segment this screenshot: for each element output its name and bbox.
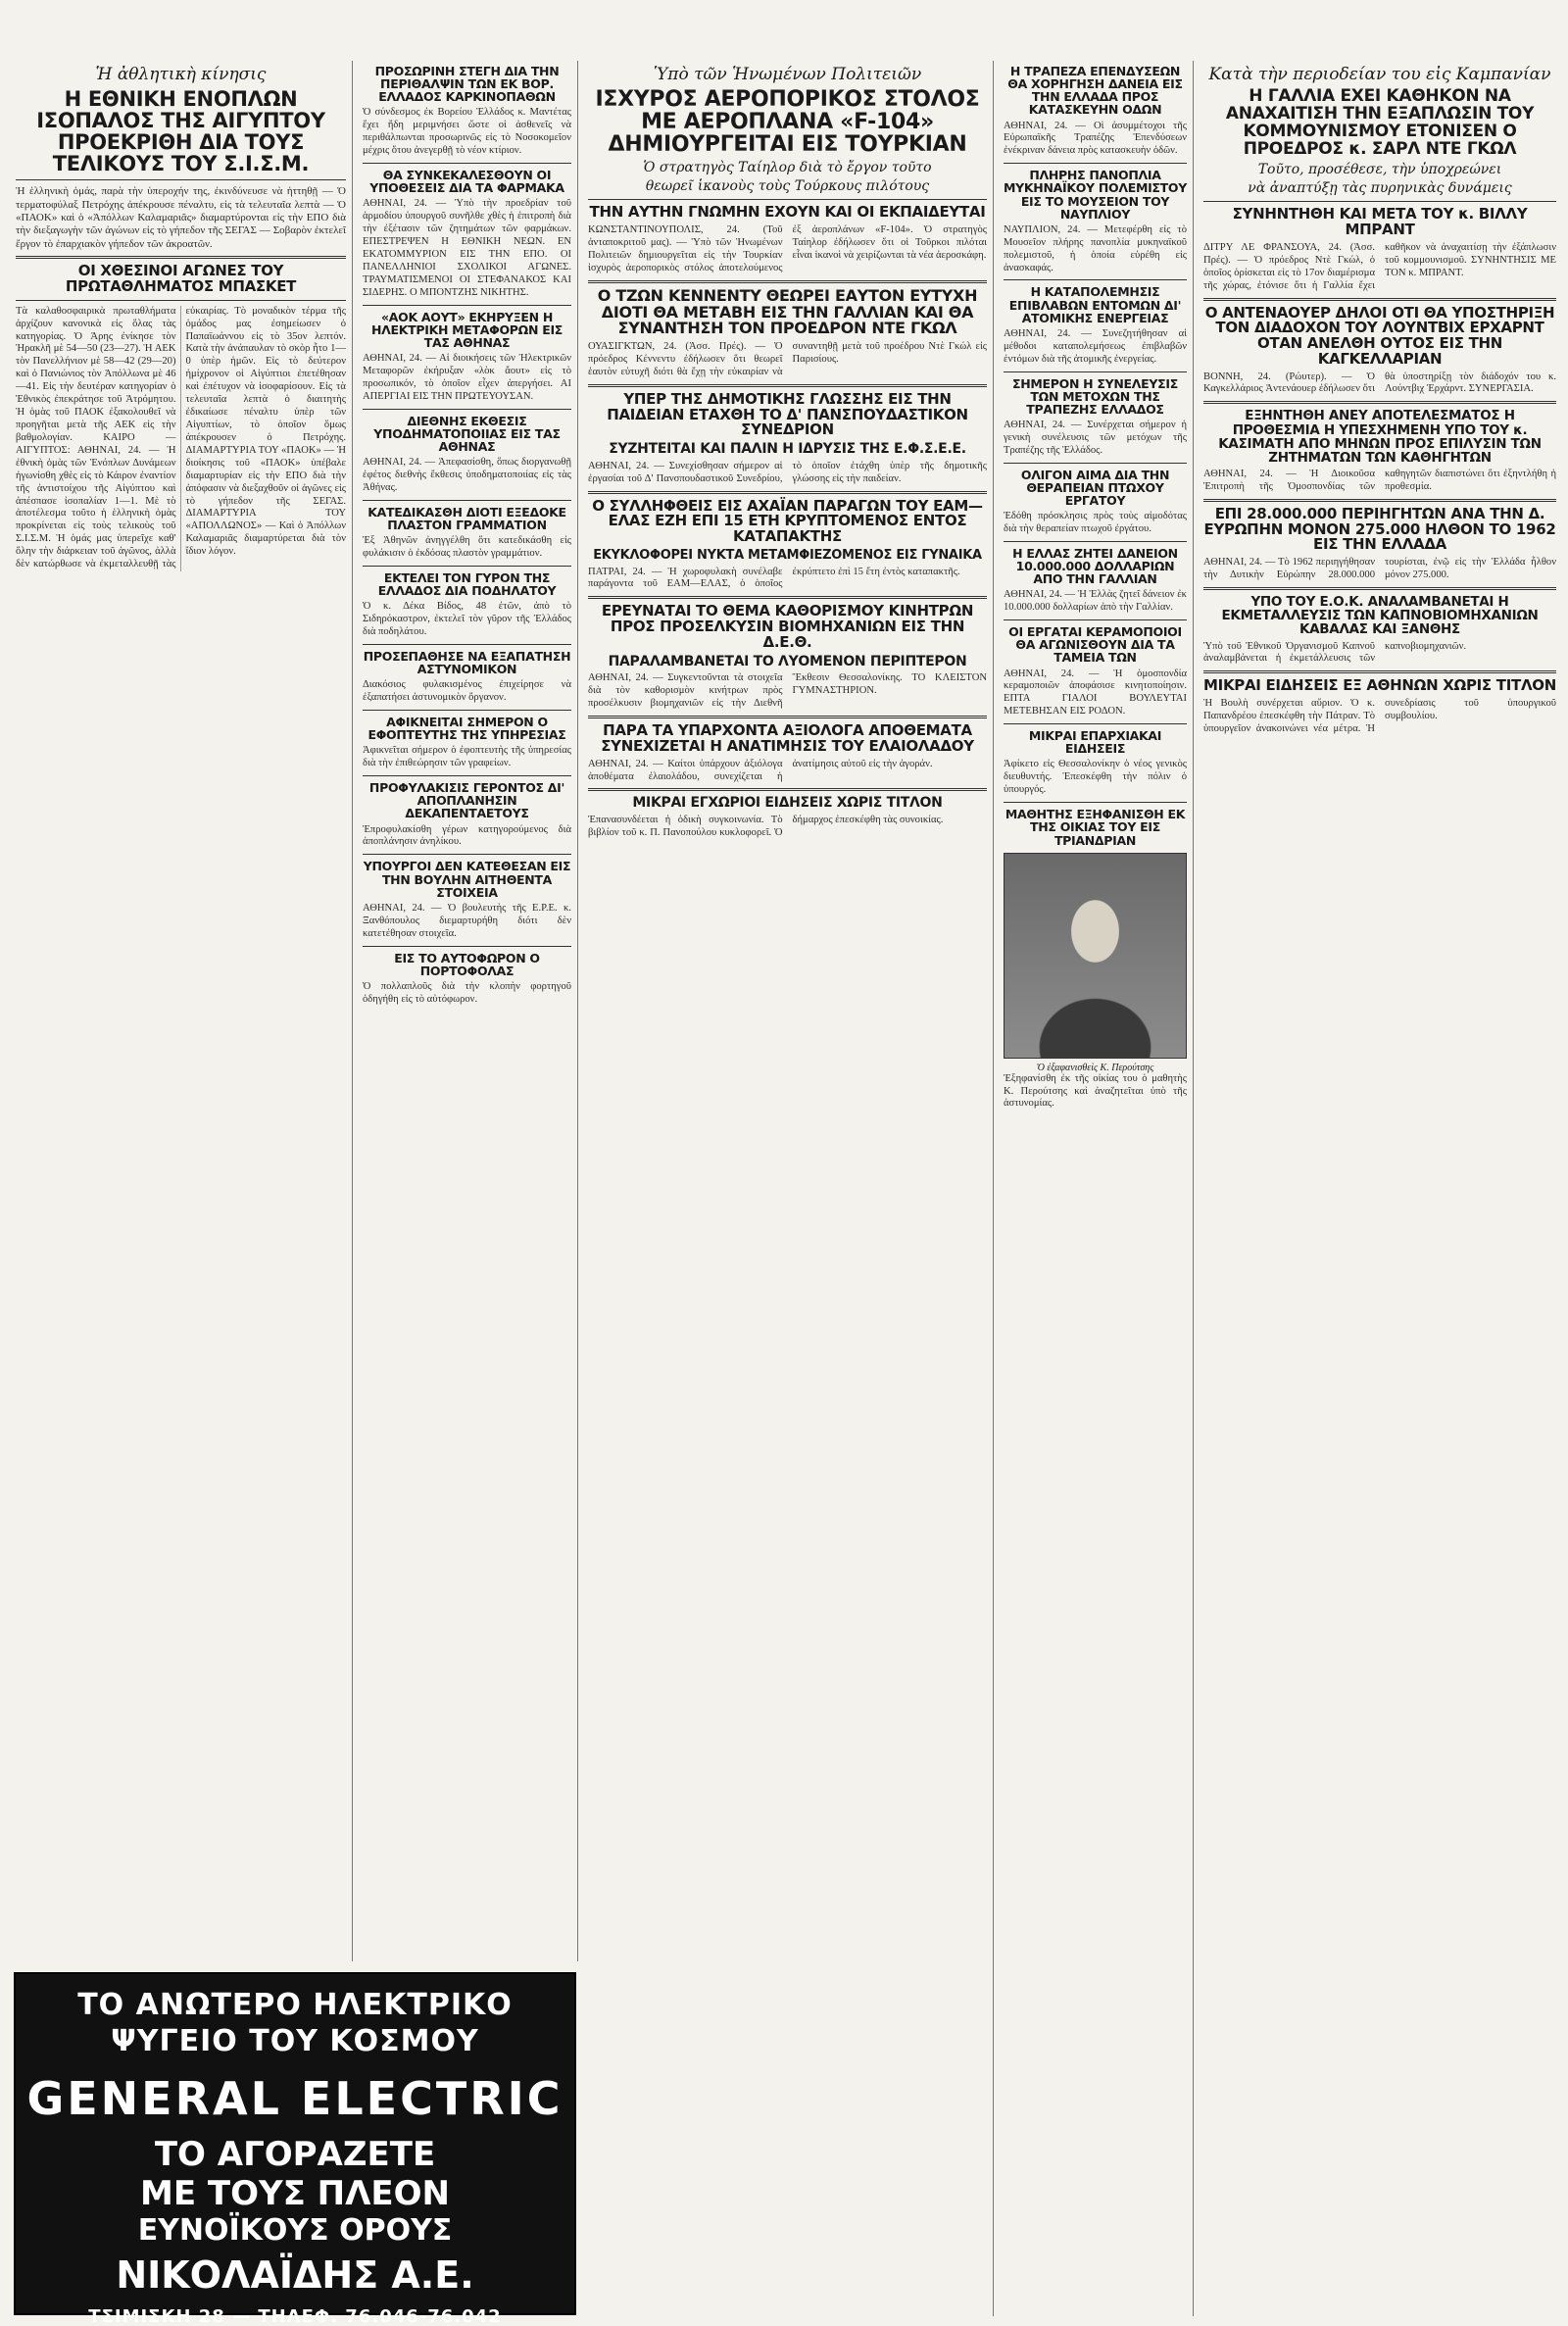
- headline-eam-arrest: Ο ΣΥΛΛΗΦΘΕΙΣ ΕΙΣ ΑΧΑΪΑΝ ΠΑΡΑΓΩΝ ΤΟΥ ΕΑΜ—ΕΛΑΣ ΕΖΗ ΕΠΙ 15 ΕΤΗ ΚΡΥΠΤΟΜΕΝΟΣ ΕΝΤΟΣ ΚΑΤΑΠΑΚΤΗΣ: [592, 496, 983, 546]
- divider: [363, 500, 571, 501]
- article-bank-meeting: ΑΘΗΝΑΙ, 24. — Συνέρχεται σήμερον ἡ γενικὴ συνέλευσις τῶν μετόχων τῆς Τραπέζης τῆς Ἑλλάδος.: [1004, 419, 1187, 456]
- subhead-taylor-2: θεωρεῖ ἱκανοὺς τοὺς Τούρκους πιλότους: [645, 178, 930, 195]
- headline-loan-france: Η ΕΛΛΑΣ ΖΗΤΕΙ ΔΑΝΕΙΟΝ 10.000.000 ΔΟΛΛΑΡΙΩΝ ΑΠΟ ΤΗΝ ΓΑΛΛΙΑΝ: [1012, 545, 1178, 587]
- article-incentives: ΑΘΗΝΑΙ, 24. — Συγκεντοῦνται τὰ στοιχεῖα διὰ τὸν καθορισμὸν κινήτρων πρὸς προσέλκυσιν βιομηχανιῶν εἰς τὴν Διεθνῆ Ἔκθεσιν Θεσσαλονίκης. ΤΟ ΚΛΕΙΣΤΟΝ ΓΥΜΝΑΣΤΗΡΙΟΝ.: [588, 672, 987, 710]
- headline-disguise: ΕΚΥΚΛΟΦΟΡΕΙ ΝΥΚΤΑ ΜΕΤΑΜΦΙΕΖΟΜΕΝΟΣ ΕΙΣ ΓΥΝΑΙΚΑ: [593, 547, 982, 563]
- divider: [1203, 670, 1556, 673]
- headline-cancer-shelter: ΠΡΟΣΩΡΙΝΗ ΣΤΕΓΗ ΔΙΑ ΤΗΝ ΠΕΡΙΘΑΛΨΙΝ ΤΩΝ ΕΚ ΒΟΡ. ΕΛΛΑΔΟΣ ΚΑΡΚΙΝΟΠΑΘΩΝ: [374, 64, 560, 105]
- article-kennedy: ΟΥΑΣΙΓΚΤΩΝ, 24. (Ἀσσ. Πρές). — Ὁ πρόεδρος Κέννεντυ ἐδήλωσεν ὅτι θεωρεῖ ἑαυτὸν εὐτυχῆ διότι θὰ ἔχῃ τὴν εὐκαιρίαν νὰ συναντηθῇ μετὰ τοῦ προέδρου Ντὲ Γκώλ εἰς Παρισίους.: [588, 341, 987, 377]
- article-elder-arrest: Ἐπροφυλακίσθη γέρων κατηγορούμενος διὰ ἀποπλάνησιν ἀνηλίκου.: [363, 823, 571, 848]
- divider: [588, 199, 987, 200]
- headline-flagrante: ΕΙΣ ΤΟ ΑΥΤΟΦΩΡΟΝ Ο ΠΟΡΤΟΦΟΛΑΣ: [394, 950, 540, 978]
- subhead-nuclear-2: νὰ ἀναπτύξῃ τὰς πυρηνικὰς δυνάμεις: [1248, 180, 1512, 197]
- article-forgery: Ἐξ Ἀθηνῶν ἀνηγγέλθη ὅτι κατεδικάσθη εἰς φυλάκισιν ὁ ἐκδόσας πλαστὸν γραμμάτιον.: [363, 535, 571, 560]
- article-olive-oil: ΑΘΗΝΑΙ, 24. — Καίτοι ὑπάρχουν ἀξιόλογα ἀποθέματα ἐλαιολάδου, συνεχίζεται ἡ ἀνατίμησις αὐτοῦ εἰς τὴν ἀγοράν.: [588, 758, 933, 782]
- kicker-sports: Ἡ ἀθλητικὴ κίνησις: [95, 65, 267, 84]
- headline-ceramics: ΟΙ ΕΡΓΑΤΑΙ ΚΕΡΑΜΟΠΟΙΟΙ ΘΑ ΑΓΩΝΙΣΘΟΥΝ ΔΙΑ ΤΑ ΤΑΜΕΙΑ ΤΩΝ: [1008, 624, 1182, 666]
- headline-olive-oil: ΠΑΡΑ ΤΑ ΥΠΑΡΧΟΝΤΑ ΑΞΙΟΛΟΓΑ ΑΠΟΘΕΜΑΤΑ ΣΥΝΕΧΙΖΕΤΑΙ Η ΑΝΑΤΙΜΗΣΙΣ ΤΟΥ ΕΛΑΙΟΛΑΔΟΥ: [601, 721, 974, 755]
- divider: [1004, 802, 1187, 803]
- headline-bank-meeting: ΣΗΜΕΡΟΝ Η ΣΥΝΕΛΕΥΣΙΣ ΤΩΝ ΜΕΤΟΧΩΝ ΤΗΣ ΤΡΑΠΕΖΗΣ ΕΛΛΑΔΟΣ: [1012, 375, 1178, 417]
- student-photo: [1004, 853, 1187, 1059]
- divider: [16, 256, 346, 259]
- article-athens-briefs: Ἡ Βουλὴ συνέρχεται αὔριον. Ὁ κ. Παπανδρέου ἐπεσκέφθη τὴν Πάτραν. Τὸ ὑπουργεῖον ἀνακοινώνει νέα μέτρα. Ἡ συνεδρίασις τοῦ ὑπουργικοῦ συμβουλίου.: [1203, 698, 1556, 734]
- divider: [1004, 371, 1187, 372]
- headline-kennedy: Ο ΤΖΩΝ ΚΕΝΝΕΝΤΥ ΘΕΩΡΕΙ ΕΑΥΤΟΝ ΕΥΤΥΧΗ ΔΙΟΤΙ ΘΑ ΜΕΤΑΒΗ ΕΙΣ ΤΗΝ ΓΑΛΛΙΑΝ ΚΑΙ ΘΑ ΣΥΝΑΝΤΗΣΗ ΤΟΝ ΠΡΟΕΔΡΟΝ ΝΤΕ ΓΚΩΛ: [597, 285, 978, 338]
- headline-teachers: ΕΞΗΝΤΗΘΗ ΑΝΕΥ ΑΠΟΤΕΛΕΣΜΑΤΟΣ Η ΠΡΟΘΕΣΜΙΑ Η ΥΠΕΣΧΗΜΕΝΗ ΥΠΟ ΤΟΥ κ. ΚΑΣΙΜΑΤΗ ΑΠΟ ΜΗΝΩΝ ΠΡΟΣ ΕΠΙΛΥΣΙΝ ΤΩΝ ΖΗΤΗΜΑΤΩΝ ΤΩΝ ΚΑΘΗΓΗΤΩΝ: [1218, 408, 1542, 466]
- headline-missing-student: ΜΑΘΗΤΗΣ ΕΞΗΦΑΝΙΣΘΗ ΕΚ ΤΗΣ ΟΙΚΙΑΣ ΤΟΥ ΕΙΣ ΤΡΙΑΝΔΡΙΑΝ: [1004, 807, 1186, 848]
- article-insects: ΑΘΗΝΑΙ, 24. — Συνεζητήθησαν αἱ μέθοδοι καταπολεμήσεως ἐπιβλαβῶν ἐντόμων διὰ τῆς ἀτομικῆς ἐνεργείας.: [1004, 327, 1187, 365]
- divider: [16, 179, 346, 180]
- headline-pharma: ΘΑ ΣΥΝΚΕΚΑΛΕΣΘΟΥΝ ΟΙ ΥΠΟΘΕΣΕΙΣ ΔΙΑ ΤΑ ΦΑΡΜΑΚΑ: [369, 168, 564, 196]
- column-main: [582, 61, 994, 2316]
- ad-line: ΤΟ ΑΓΟΡΑΖΕΤΕ: [154, 2135, 436, 2174]
- ad-brand-logo: GENERAL ELECTRIC: [26, 2072, 564, 2125]
- headline-tourists: ΕΠΙ 28.000.000 ΠΕΡΙΗΓΗΤΩΝ ΑΝΑ ΤΗΝ Δ. ΕΥΡΩΠΗΝ ΜΟΝΟΝ 275.000 ΗΛΘΟΝ ΤΟ 1962 ΕΙΣ ΤΗΝ ΕΛΛΑΔΑ: [1203, 504, 1556, 554]
- divider: [588, 788, 987, 791]
- ad-address: ΤΣΙΜΙΣΚΗ 28 — ΤΗΛΕΦ. 76.046-76.042: [88, 2306, 502, 2326]
- article-tourists: ΑΘΗΝΑΙ, 24. — Τὸ 1962 περιηγήθησαν τὴν Δυτικὴν Εὐρώπην 28.000.000 τουρίσται, ἐνῷ εἰς τὴν Ἑλλάδα ἦλθον μόνον 275.000.: [1203, 557, 1556, 581]
- article-missing-student: Ἐξηφανίσθη ἐκ τῆς οἰκίας του ὁ μαθητὴς Κ. Περούτσης καὶ ἀναζητεῖται ὑπὸ τῆς ἀστυνομίας.: [1004, 1072, 1187, 1110]
- divider: [1203, 201, 1556, 202]
- headline-athens-briefs: ΜΙΚΡΑΙ ΕΙΔΗΣΕΙΣ ΕΞ ΑΘΗΝΩΝ ΧΩΡΙΣ ΤΙΤΛΟΝ: [1203, 676, 1556, 695]
- article-pharma: ΑΘΗΝΑΙ, 24. — Ὑπὸ τὴν προεδρίαν τοῦ ἁρμοδίου ὑπουργοῦ συνῆλθε χθὲς ἡ ἐπιτροπὴ διὰ τὴν ἐξέτασιν τῶν ζητημάτων τῶν φαρμάκων. ΕΠΕΣΤΡΕΨΕΝ Η ΕΘΝΙΚΗ ΝΕΩΝ. ΕΝ ΕΚΑΤΟΜΜΥΡΙΟΝ ΕΙΣ ΤΗΝ ΕΠΟ. ΟΙ ΠΑΝΕΛΛΗΝΙΟΙ ΣΧΟΛΙΚΟΙ ΑΓΩΝΕΣ. ΤΡΑΥΜΑΤΙΣΜΕΝΟΙ ΟΙ ΣΤΕΦΑΝΑΚΟΣ ΚΑΙ ΣΙΔΕΡΗΣ. Ο ΜΠΟΝΤΖΗΣ ΝΙΚΗΤΗΣ.: [363, 198, 571, 298]
- divider: [16, 300, 346, 301]
- headline-brandt: ΣΥΝΗΝΤΗΘΗ ΚΑΙ ΜΕΤΑ ΤΟΥ κ. ΒΙΛΛΥ ΜΠΡΑΝΤ: [1232, 205, 1528, 239]
- headline-elder-arrest: ΠΡΟΦΥΛΑΚΙΣΙΣ ΓΕΡΟΝΤΟΣ ΔΙ' ΑΠΟΠΛΑΝΗΣΙΝ ΔΕΚΑΠΕΝΤΑΕΤΟΥΣ: [368, 780, 565, 821]
- lead-sports: Ἡ ἑλληνικὴ ὁμάς, παρὰ τὴν ὑπεροχήν της, ἐκινδύνευσε νὰ ἡττηθῇ — Ὁ τερματοφύλαξ Πετρόχης ἀπέκρουσε πέναλτυ, εἰς τὰ τελευταῖα λεπτὰ — Ὁ «ΠΑΟΚ» καὶ ὁ «Ἀπόλλων Καλαμαριᾶς» διαμαρτύρονται εἰς τὴν ΕΠΟ διὰ τὴν διεξαγωγὴν τῶν ἀγώνων εἰς τὸ γήπεδον τῆς ΣΕΓΑΣ — Σοβαρὸν ἐκτελεῖ ἔργον τὸ ἐπαρχιακὸν γήπεδον τῶν ἀκροατῶν.: [16, 185, 346, 250]
- article-police-fraud: Διακόσιος φυλακισμένος ἐπιχείρησε νὰ ἐξαπατήσει ἀστυνομικὸν ὄργανον.: [363, 679, 571, 704]
- headline-air-fleet: ΙΣΧΥΡΟΣ ΑΕΡΟΠΟΡΙΚΟΣ ΣΤΟΛΟΣ ΜΕ ΑΕΡΟΠΛΑΝΑ «F-104» ΔΗΜΙΟΥΡΓΕΙΤΑΙ ΕΙΣ ΤΟΥΡΚΙΑΝ: [595, 87, 980, 158]
- article-eam-arrest: ΠΑΤΡΑΙ, 24. — Ἡ χωροφυλακὴ συνέλαβε παράγοντα τοῦ ΕΑΜ—ΕΛΑΣ, ὁ ὁποῖος ἐκρύπτετο ἐπὶ 15 ἔτη ἐντὸς καταπακτῆς.: [588, 566, 960, 590]
- headline-efsee: ΣΥΖΗΤΕΙΤΑΙ ΚΑΙ ΠΑΛΙΝ Η ΙΔΡΥΣΙΣ ΤΗΣ Ε.Φ.Σ.Ε.Ε.: [609, 441, 966, 458]
- divider: [1203, 499, 1556, 502]
- divider: [363, 946, 571, 947]
- headline-investment-bank: Η ΤΡΑΠΕΖΑ ΕΠΕΝΔΥΣΕΩΝ ΘΑ ΧΟΡΗΓΗΣΗ ΔΑΝΕΙΑ ΕΙΣ ΤΗΝ ΕΛΛΑΔΑ ΠΡΟΣ ΚΑΤΑΣΚΕΥΗΝ ΟΔΩΝ: [1007, 64, 1183, 118]
- divider: [588, 596, 987, 599]
- divider: [363, 305, 571, 306]
- headline-adenauer: Ο ΑΝΤΕΝΑΟΥΕΡ ΔΗΛΟΙ ΟΤΙ ΘΑ ΥΠΟΣΤΗΡΙΞΗ ΤΟΝ ΔΙΑΔΟΧΟΝ ΤΟΥ ΛΟΥΝΤΒΙΧ ΕΡΧΑΡΝΤ ΟΤΑΝ ΑΝΕΛΘΗ ΟΥΤΟΣ ΕΙΣ ΤΗΝ ΚΑΓΚΕΛΛΑΡΙΑΝ: [1204, 303, 1555, 368]
- headline-degaulle: Η ΓΑΛΛΙΑ ΕΧΕΙ ΚΑΘΗΚΟΝ ΝΑ ΑΝΑΧΑΙΤΙΣΗ ΤΗΝ ΕΞΑΠΛΩΣΙΝ ΤΟΥ ΚΟΜΜΟΥΝΙΣΜΟΥ ΕΤΟΝΙΣΕΝ Ο ΠΡΟΕΔΡΟΣ κ. ΣΑΡΛ ΝΤΕ ΓΚΩΛ: [1225, 86, 1535, 159]
- divider: [363, 775, 571, 776]
- article-demotic: ΑΘΗΝΑΙ, 24. — Συνεχίσθησαν σήμερον αἱ ἐργασίαι τοῦ Δ' Πανσπουδαστικοῦ Συνεδρίου, τὸ ὁποῖον ἐτάχθη ὑπὲρ τῆς δημοτικῆς γλώσσης εἰς τὴν παιδείαν.: [588, 460, 987, 484]
- headline-sports: Η ΕΘΝΙΚΗ ΕΝΟΠΛΩΝ ΙΣΟΠΑΛΟΣ ΤΗΣ ΑΙΓΥΠΤΟΥ ΠΡΟΕΚΡΙΘΗ ΔΙΑ ΤΟΥΣ ΤΕΛΙΚΟΥΣ ΤΟΥ Σ.Ι.Σ.Μ.: [36, 87, 325, 176]
- column-foreign: [1198, 61, 1562, 2316]
- subhead-nuclear-1: Τοῦτο, προσέθεσε, τὴν ὑποχρεώνει: [1257, 162, 1502, 178]
- article-inspector: Ἀφικνεῖται σήμερον ὁ ἐφοπτευτὴς τῆς ὑπηρεσίας διὰ τὴν ἐπιθεώρησιν τῶν γραφείων.: [363, 745, 571, 769]
- article-ministers: ΑΘΗΝΑΙ, 24. — Ὁ βουλευτὴς τῆς Ε.Ρ.Ε. κ. Ξανθόπουλος διεμαρτυρήθη διότι δὲν κατετέθησαν στοιχεῖα.: [363, 902, 571, 939]
- divider: [1004, 279, 1187, 280]
- headline-basketball: ΟΙ ΧΘΕΣΙΝΟΙ ΑΓΩΝΕΣ ΤΟΥ ΠΡΩΤΑΘΛΗΜΑΤΟΣ ΜΠΑΣΚΕΤ: [65, 262, 297, 295]
- ad-dealer: ΝΙΚΟΛΑΪΔΗΣ Α.Ε.: [116, 2253, 474, 2297]
- headline-pavilion: ΠΑΡΑΛΑΜΒΑΝΕΤΑΙ ΤΟ ΛΥΟΜΕΝΟΝ ΠΕΡΙΠΤΕΡΟΝ: [608, 653, 967, 669]
- divider: [1004, 541, 1187, 542]
- article-armor: ΝΑΥΠΛΙΟΝ, 24. — Μετεφέρθη εἰς τὸ Μουσεῖον πλήρης πανοπλία μυκηναϊκοῦ πολεμιστοῦ, ἡ ὁποία εὑρέθη εἰς ἀνασκαφάς.: [1004, 223, 1187, 273]
- headline-instructors: ΤΗΝ ΑΥΤΗΝ ΓΝΩΜΗΝ ΕΧΟΥΝ ΚΑΙ ΟΙ ΕΚΠΑΙΔΕΥΤΑΙ: [589, 203, 986, 222]
- headline-police-fraud: ΠΡΟΣΕΠΑΘΗΣΕ ΝΑ ΕΞΑΠΑΤΗΣΗ ΑΣΤΥΝΟΜΙΚΟΝ: [363, 649, 571, 677]
- headline-ministers: ΥΠΟΥΡΓΟΙ ΔΕΝ ΚΑΤΕΘΕΣΑΝ ΕΙΣ ΤΗΝ ΒΟΥΛΗΝ ΑΙΤΗΘΕΝΤΑ ΣΤΟΙΧΕΙΑ: [363, 859, 571, 900]
- ad-line: ΤΟ ΑΝΩΤΕΡΟ ΗΛΕΚΤΡΙΚΟ: [77, 1988, 513, 2022]
- headline-bicycle-tour: ΕΚΤΕΛΕΙ ΤΟΝ ΓΥΡΟΝ ΤΗΣ ΕΛΛΑΔΟΣ ΔΙΑ ΠΟΔΗΛΑΤΟΥ: [377, 569, 557, 599]
- divider: [1203, 298, 1556, 301]
- headline-shoe-expo: ΔΙΕΘΝΗΣ ΕΚΘΕΣΙΣ ΥΠΟΔΗΜΑΤΟΠΟΙΙΑΣ ΕΙΣ ΤΑΣ ΑΘΗΝΑΣ: [373, 413, 561, 454]
- headline-tobacco: ΥΠΟ ΤΟΥ Ε.Ο.Κ. ΑΝΑΛΑΜΒΑΝΕΤΑΙ Η ΕΚΜΕΤΑΛΛΕΥΣΙΣ ΤΩΝ ΚΑΠΝΟΒΙΟΜΗΧΑΝΙΩΝ ΚΑΒΑΛΑΣ ΚΑΙ ΞΑΝΘΗΣ: [1221, 594, 1539, 638]
- article-cancer-shelter: Ὁ σύνδεσμος ἐκ Βορείου Ἑλλάδος κ. Μαντέτας ἔχει ἤδη μεριμνήσει ὥστε οἱ ἀσθενεῖς νὰ περιθάλπωνται προσωρινῶς εἰς τὸ Νοσοκομεῖον μέχρις ὅτου ἀνεγερθῇ τὸ νέον κτίριον.: [363, 107, 571, 157]
- headline-forgery: ΚΑΤΕΔΙΚΑΣΘΗ ΔΙΟΤΙ ΕΞΕΔΟΚΕ ΠΛΑΣΤΟΝ ΓΡΑΜΜΑΤΙΟΝ: [368, 504, 566, 533]
- divider: [588, 716, 987, 718]
- divider: [363, 409, 571, 410]
- article-local-briefs: Ἐπανασυνδέεται ἡ ὁδικὴ συγκοινωνία. Τὸ βιβλίον τοῦ κ. Π. Πανοπούλου κυκλοφορεῖ. Ὁ δήμαρχος ἐπεσκέφθη τὰς συνοικίας.: [588, 815, 944, 839]
- headline-local-briefs: ΜΙΚΡΑΙ ΕΓΧΩΡΙΟΙ ΕΙΔΗΣΕΙΣ ΧΩΡΙΣ ΤΙΤΛΟΝ: [632, 795, 943, 812]
- article-teachers: ΑΘΗΝΑΙ, 24. — Ἡ Διοικοῦσα Ἐπιτροπὴ τῆς Ὁμοσπονδίας τῶν καθηγητῶν διαπιστώνει ὅτι ἐξηντλήθη ἡ προθεσμία.: [1203, 469, 1556, 493]
- divider: [1004, 723, 1187, 724]
- divider: [588, 280, 987, 283]
- column-news: [998, 61, 1194, 2316]
- article-flagrante: Ὁ πολλαπλοῦς διὰ τὴν κλοπὴν φορτηγοῦ ὁδηγήθη εἰς τὸ αὐτόφωρον.: [363, 980, 571, 1005]
- divider: [1004, 163, 1187, 164]
- headline-inspector: ΑΦΙΚΝΕΙΤΑΙ ΣΗΜΕΡΟΝ Ο ΕΦΟΠΤΕΥΤΗΣ ΤΗΣ ΥΠΗΡΕΣΙΑΣ: [368, 715, 566, 743]
- divider: [1203, 587, 1556, 590]
- article-air-fleet: ΚΩΝΣΤΑΝΤΙΝΟΥΠΟΛΙΣ, 24. (Τοῦ ἀνταποκριτοῦ μας). — Ὑπὸ τῶν Ἡνωμένων Πολιτειῶν δημιουργεῖται εἰς τὴν Τουρκίαν ἰσχυρὸς ἀεροπορικὸς στόλος ἀποτελούμενος ἐξ ἀεροπλάνων «F-104». Ὁ στρατηγὸς Ταίηλορ ἐδήλωσεν ὅτι οἱ Τοῦρκοι πιλόται εἶναι ἱκανοὶ νὰ χειρίζωνται τὰ νέα ἀεροσκάφη.: [588, 224, 987, 273]
- headline-provincial: ΜΙΚΡΑΙ ΕΠΑΡΧΙΑΚΑΙ ΕΙΔΗΣΕΙΣ: [1028, 728, 1162, 757]
- divider: [588, 384, 987, 387]
- ad-line: ΨΥΓΕΙΟ ΤΟΥ ΚΟΣΜΟΥ: [111, 2024, 479, 2058]
- headline-insects: Η ΚΑΤΑΠΟΛΕΜΗΣΙΣ ΕΠΙΒΛΑΒΩΝ ΕΝΤΟΜΩΝ ΔΙ' ΑΤΟΜΙΚΗΣ ΕΝΕΡΓΕΙΑΣ: [1008, 284, 1182, 325]
- article-ceramics: ΑΘΗΝΑΙ, 24. — Ἡ ὁμοσπονδία κεραμοποιῶν ἀποφάσισε κινητοποίησιν. ΕΠΤΑ ΓΙΑΛΟΙ ΒΟΥΛΕΥΤΑΙ ΜΕΤΕΒΗΣΑΝ ΕΙΣ ΡΟΔΟΝ.: [1004, 668, 1187, 718]
- article-basketball: Τὰ καλαθοσφαιρικὰ πρωταθλήματα ἀρχίζουν κανονικὰ εἰς ὅλας τὰς κατηγορίας. Ὁ Ἀρης ἐνίκησε τὸν Ἠρακλῆ μὲ 54—50 (23—27). Ἡ ΑΕΚ τὸν Πανελλήνιον μὲ 58—42 (29—20) καὶ ὁ Πανιώνιος τὸν Ἀπόλλωνα μὲ 46—41. Εἰς τὴν δευτέραν κατηγορίαν ὁ Ἐθνικὸς ἐπεκράτησε τοῦ Ἀτρόμητου. Ἡ ὁμὰς τοῦ ΠΑΟΚ ἐξακολουθεῖ νὰ προηγῆται μετὰ τῆς ΑΕΚ εἰς τὴν βαθμολογίαν. ΚΑΙΡΟ — ΑΙΓΥΠΤΟΣ: ΑΘΗΝΑΙ, 24. — Ἡ ἐθνικὴ ὁμὰς τῶν Ἐνόπλων Δυνάμεων ἠγωνίσθη χθὲς εἰς τὸ Κάιρον ἐναντίον τῆς ἀντιστοίχου τῆς Αἰγύπτου καὶ ἀπέσπασε ἰσοπαλίαν 1—1. Μὲ τὸ ἀποτέλεσμα τοῦτο ἡ ἑλληνικὴ ὁμὰς προκρίνεται εἰς τοὺς τελικοὺς τοῦ Σ.Ι.Σ.Μ. Ἡ ὁμάς μας ὑπερεῖχε καθ' ὅλην τὴν διάρκειαν τοῦ ἀγῶνος, ἀλλὰ δὲν κατώρθωσε νὰ ἐκμεταλλευθῇ τὰς εὐκαιρίας. Τὸ μοναδικὸν τέρμα τῆς ὁμάδος μας ἐσημείωσεν ὁ Παπαϊωάννου εἰς τὸ 35ον λεπτόν. Κατὰ τὴν ἀνάπαυλαν τὸ σκὸρ ἦτο 1—0 ὑπὲρ ἡμῶν. Εἰς τὸ δεύτερον ἡμίχρονον οἱ Αἰγύπτιοι ἐπετέθησαν καὶ ἐπέτυχον νὰ ἰσοφαρίσουν. Εἰς τὰ τελευταῖα λεπτὰ ὁ διαιτητὴς ἐδικαίωσε πέναλτυ ὑπὲρ τῶν Αἰγυπτίων, τὸ ὁποῖον ὅμως ἀπέκρουσεν ὁ Πετρόχης. ΔΙΑΜΑΡΤΥΡΙΑ ΤΟΥ «ΠΑΟΚ» — Ἡ διοίκησις τοῦ «ΠΑΟΚ» ὑπέβαλε διαμαρτυρίαν εἰς τὴν ΕΠΟ διὰ τὴν ἀπόφασιν νὰ διεξαχθοῦν οἱ ἀγῶνες εἰς τὸ γήπεδον τῆς ΣΕΓΑΣ. ΔΙΑΜΑΡΤΥΡΙΑ ΤΟΥ «ΑΠΟΛΛΩΝΟΣ» — Καὶ ὁ Ἀπόλλων Καλαμαριᾶς διαμαρτύρεται διὰ τὸν ἴδιον λόγον.: [16, 305, 346, 570]
- article-bicycle-tour: Ὁ κ. Δέκα Βίδος, 48 ἐτῶν, ἀπὸ τὸ Σιδηρόκαστρον, ἐκτελεῖ τὸν γῦρον τῆς Ἑλλάδος διὰ ποδηλάτου.: [363, 601, 571, 638]
- article-degaulle: ΔΙΤΡΥ ΛΕ ΦΡΑΝΣΟΥΑ, 24. (Ἀσσ. Πρές). — Ὁ πρόεδρος Ντὲ Γκώλ, ὁ ὁποῖος ὁρίσκεται εἰς τὸ 17ον διαμέρισμα τῆς χώρας, ἐτόνισε ὅτι ἡ Γαλλία ἔχει καθῆκον νὰ ἀναχαιτίσῃ τὴν ἐξάπλωσιν τοῦ κομμουνισμοῦ. ΣΥΝΗΝΤΗΣΙΣ ΜΕ ΤΟΝ κ. ΜΠΡΑΝΤ.: [1203, 241, 1556, 291]
- ad-line: ΜΕ ΤΟΥΣ ΠΛΕΟΝ: [139, 2174, 451, 2213]
- divider: [363, 566, 571, 567]
- article-shoe-expo: ΑΘΗΝΑΙ, 24. — Ἀπεφασίσθη, ὅπως διοργανωθῇ ἐφέτος διεθνὴς ἔκθεσις ὑποδηματοποιίας εἰς τὰς Ἀθήνας.: [363, 457, 571, 493]
- headline-armor: ΠΛΗΡΗΣ ΠΑΝΟΠΛΙΑ ΜΥΚΗΝΑΪΚΟΥ ΠΟΛΕΜΙΣΤΟΥ ΕΙΣ ΤΟ ΜΟΥΣΕΙΟΝ ΤΟΥ ΝΑΥΠΛΙΟΥ: [1004, 168, 1187, 222]
- column-sports: [10, 61, 353, 1961]
- photo-caption: Ὁ ἐξαφανισθεὶς Κ. Περούτσης: [1036, 1062, 1154, 1073]
- divider: [1203, 401, 1556, 404]
- divider: [1004, 463, 1187, 464]
- article-provincial: Ἀφίκετο εἰς Θεσσαλονίκην ὁ νέος γενικὸς διευθυντής. Ἐπεσκέφθη τὴν πόλιν ὁ ὑπουργός.: [1004, 759, 1187, 796]
- article-loan-france: ΑΘΗΝΑΙ, 24. — Ἡ Ἑλλὰς ζητεῖ δάνειον ἐκ 10.000.000 δολλαρίων ἀπὸ τὴν Γαλλίαν.: [1004, 589, 1187, 614]
- headline-incentives: ΕΡΕΥΝΑΤΑΙ ΤΟ ΘΕΜΑ ΚΑΘΟΡΙΣΜΟΥ ΚΙΝΗΤΡΩΝ ΠΡΟΣ ΠΡΟΣΕΛΚΥΣΙΝ ΒΙΟΜΗΧΑΝΙΩΝ ΕΙΣ ΤΗΝ Δ.Ε.Θ.: [601, 602, 974, 651]
- article-lockout: ΑΘΗΝΑΙ, 24. — Αἱ διοικήσεις τῶν Ἠλεκτρικῶν Μεταφορῶν ἐκήρυξαν «λὸκ ἄουτ» εἰς τὸ προσωπικόν, τὸ ὁποῖον εἶχεν ἀπεργήσει. ΑΙ ΑΠΕΡΓΙΑΙ ΕΙΣ ΤΗΝ ΠΡΩΤΕΥΟΥΣΑΝ.: [363, 353, 571, 402]
- kicker-us: Ὑπὸ τῶν Ἡνωμένων Πολιτειῶν: [653, 65, 922, 84]
- headline-lockout: «ΑΟΚ ΑΟΥΤ» ΕΚΗΡΥΞΕΝ Η ΗΛΕΚΤΡΙΚΗ ΜΕΤΑΦΟΡΩΝ ΕΙΣ ΤΑΣ ΑΘΗΝΑΣ: [370, 309, 564, 350]
- subhead-taylor-1: Ὁ στρατηγὸς Ταίηλορ διὰ τὸ ἔργον τοῦτο: [643, 160, 932, 176]
- ad-line: ΕΥΝΟΪΚΟΥΣ ΟΡΟΥΣ: [137, 2213, 453, 2248]
- headline-blood: ΟΛΙΓΟΝ ΑΙΜΑ ΔΙΑ ΤΗΝ ΘΕΡΑΠΕΙΑΝ ΠΤΩΧΟΥ ΕΡΓΑΤΟΥ: [1020, 467, 1170, 508]
- article-investment-bank: ΑΘΗΝΑΙ, 24. — Οἱ ἀσυμμέτοχοι τῆς Εὐρωπαϊκῆς Τραπέζης Ἐπενδύσεων ἐνέκριναν δάνεια πρὸς κατασκευὴν ὁδῶν.: [1004, 120, 1187, 157]
- headline-demotic: ΥΠΕΡ ΤΗΣ ΔΗΜΟΤΙΚΗΣ ΓΛΩΣΣΗΣ ΕΙΣ ΤΗΝ ΠΑΙΔΕΙΑΝ ΕΤΑΧΘΗ ΤΟ Δ' ΠΑΝΣΠΟΥΔΑΣΤΙΚΟΝ ΣΥΝΕΔΡΙΟΝ: [607, 389, 968, 439]
- column-briefs: [357, 61, 578, 1961]
- kicker-campaign: Κατὰ τὴν περιοδείαν του εἰς Καμπανίαν: [1208, 65, 1551, 84]
- divider: [363, 163, 571, 164]
- article-adenauer: ΒΟΝΝΗ, 24. (Ρώυτερ). — Ὁ Καγκελλάριος Ἀντενάουερ ἐδήλωσεν ὅτι θὰ ὑποστηρίξῃ τὸν διάδοχόν του κ. Λούντβιχ Ἐρχάρντ. ΣΥΝΕΡΓΑΣΙΑ.: [1203, 371, 1556, 395]
- divider: [363, 854, 571, 855]
- article-blood: Ἐδόθη πρόσκλησις πρὸς τοὺς αἱμοδότας διὰ τὴν θεραπείαν πτωχοῦ ἐργάτου.: [1004, 511, 1187, 535]
- divider: [363, 710, 571, 711]
- ad-general-electric: [14, 1972, 576, 2326]
- divider: [1004, 619, 1187, 620]
- divider: [363, 644, 571, 645]
- article-tobacco: Ὑπὸ τοῦ Ἐθνικοῦ Ὀργανισμοῦ Καπνοῦ ἀναλαμβάνεται ἡ ἐκμετάλλευσις τῶν καπνοβιομηχανιῶν.: [1203, 640, 1467, 665]
- divider: [588, 491, 987, 494]
